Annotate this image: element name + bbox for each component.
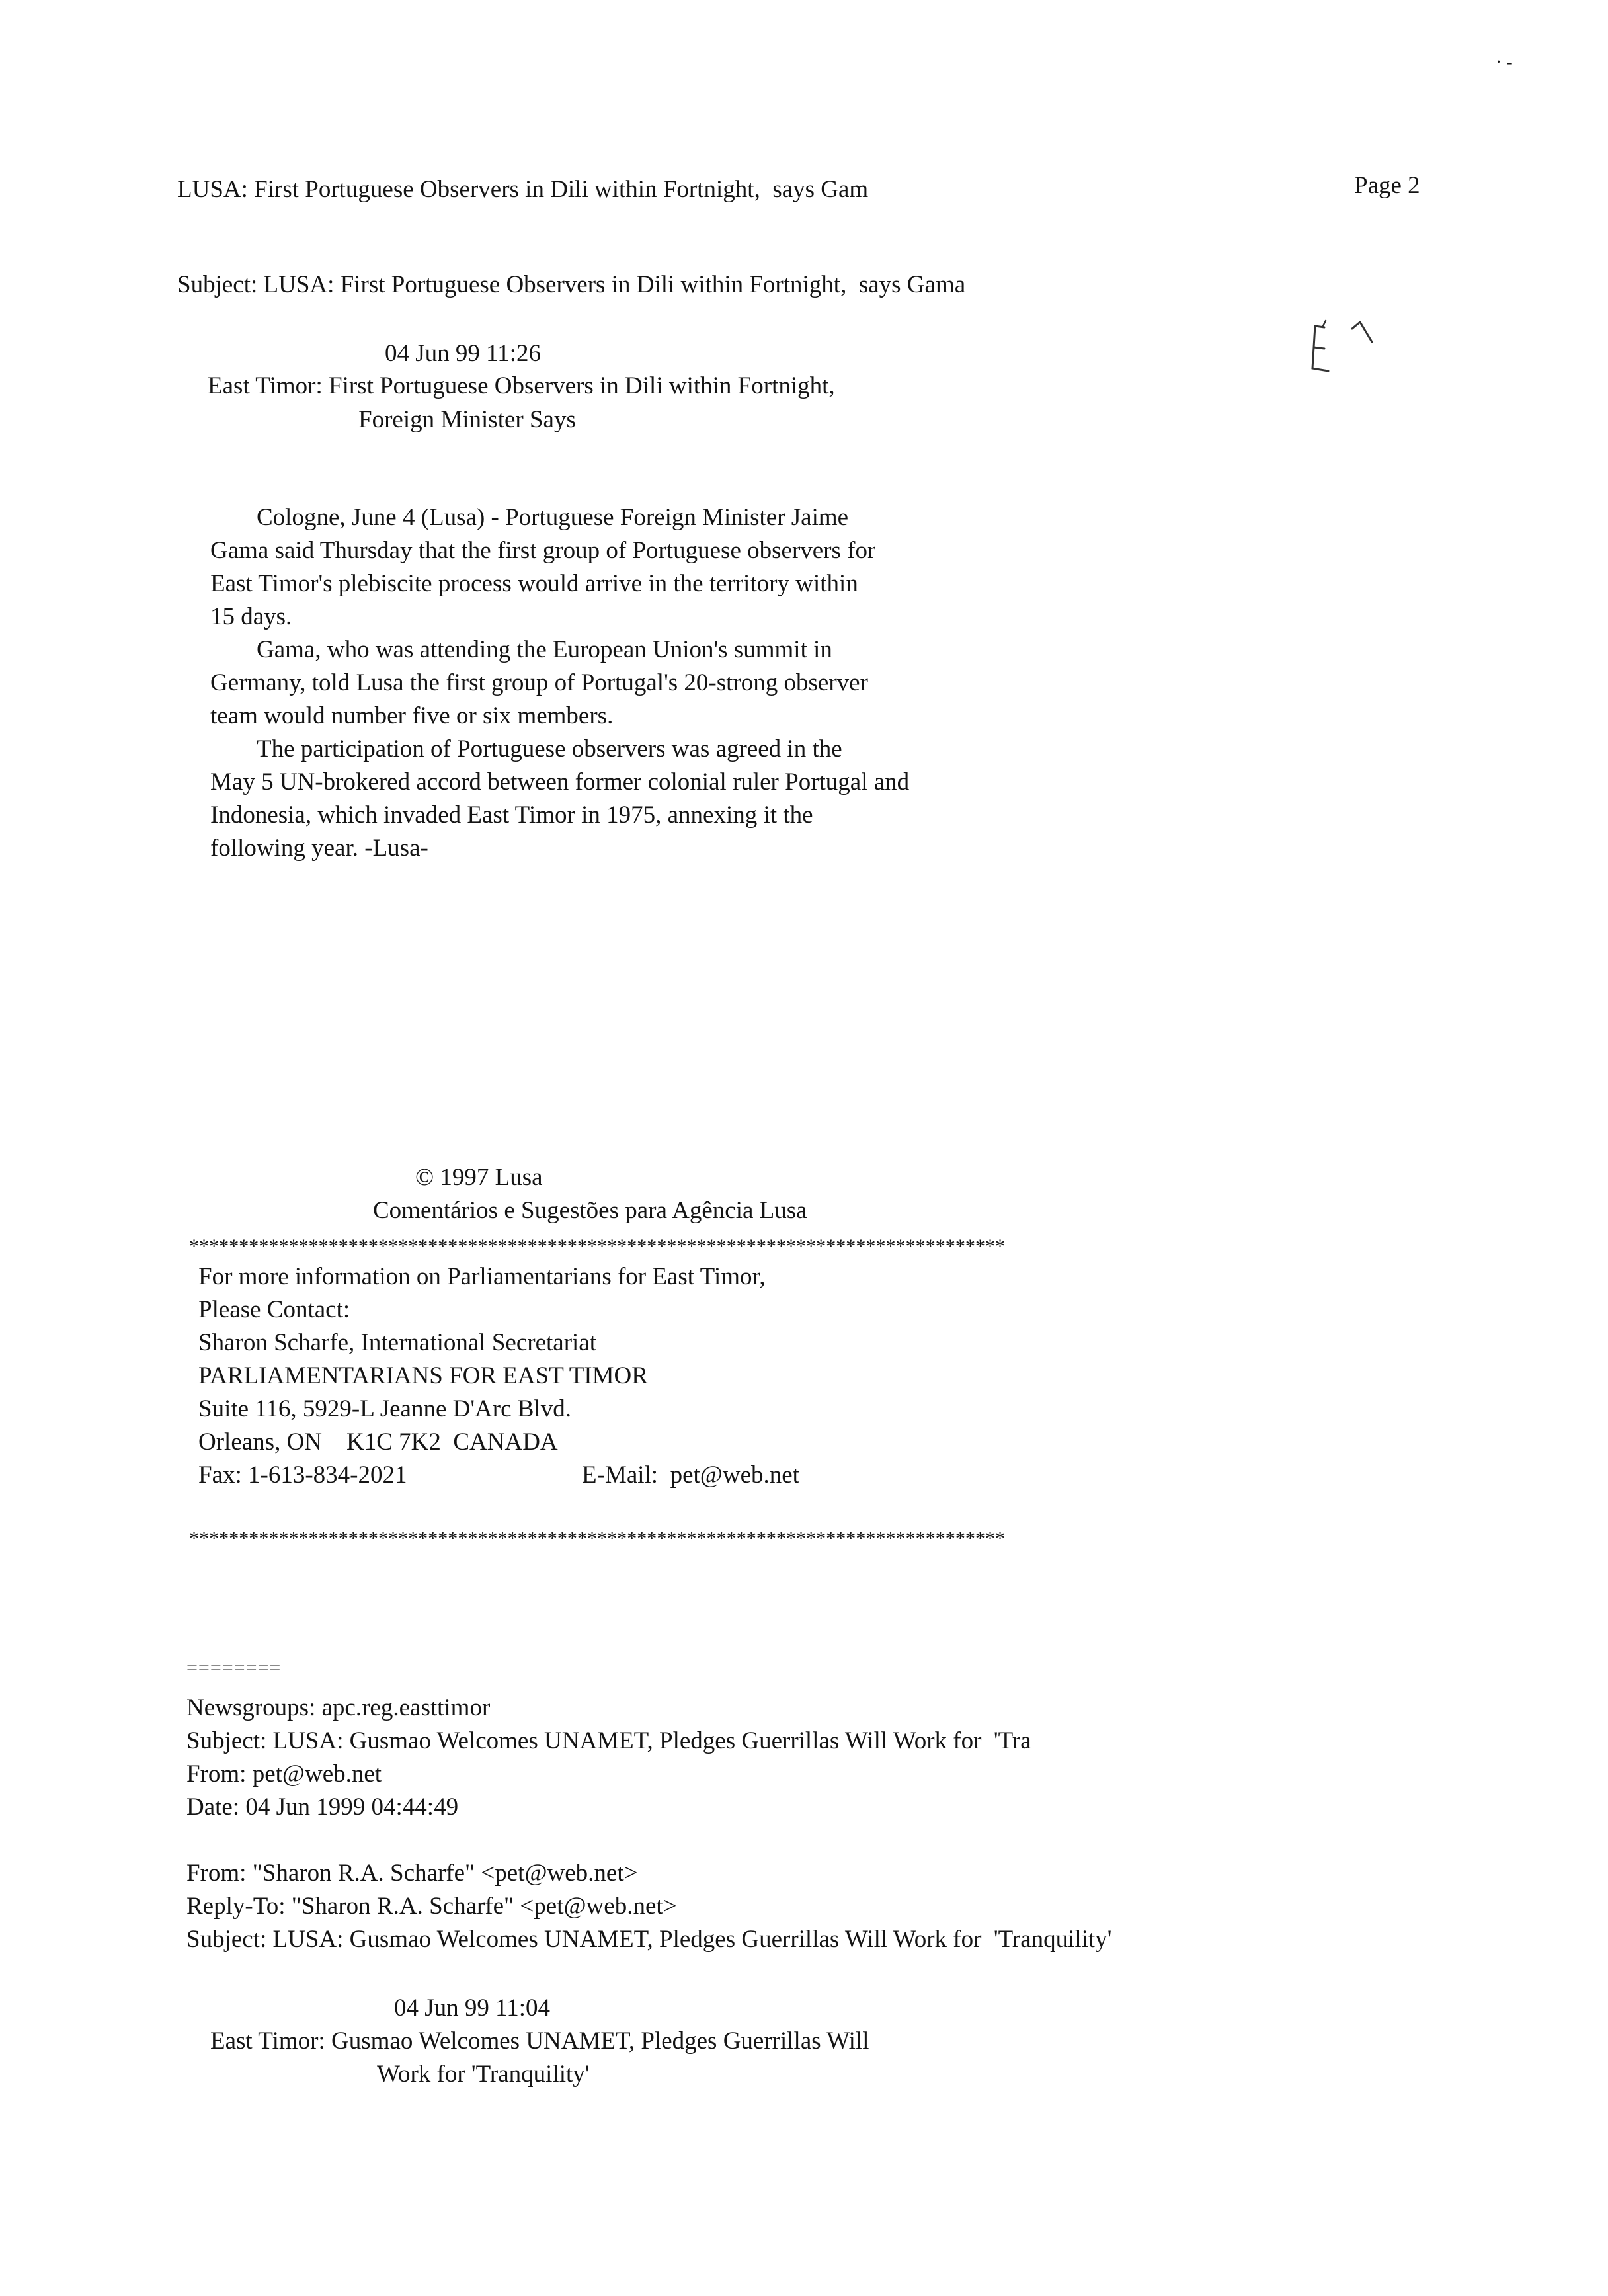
article1-body-line: The participation of Portuguese observers was agreed in the <box>257 735 842 762</box>
page-header-title: LUSA: First Portuguese Observers in Dili within Fortnight, says Gam <box>177 176 869 203</box>
article2-date-full: Date: 04 Jun 1999 04:44:49 <box>186 1793 459 1821</box>
article1-headline-line2: Foreign Minister Says <box>358 406 576 433</box>
article1-body-line: 15 days. <box>210 603 292 630</box>
article2-subject-short: Subject: LUSA: Gusmao Welcomes UNAMET, Pledges Guerrillas Will Work for 'Tra <box>186 1727 1031 1754</box>
contact-line: For more information on Parliamentarians for East Timor, <box>198 1263 766 1290</box>
article1-body-line: Gama said Thursday that the first group of Portuguese observers for <box>210 537 876 564</box>
separator-stars-bottom: ********************************************************************************** <box>189 1528 1006 1549</box>
article1-body-line: Indonesia, which invaded East Timor in 1975, annexing it the <box>210 801 813 829</box>
article2-newsgroups: Newsgroups: apc.reg.easttimor <box>186 1694 491 1721</box>
article2-headline-line2: Work for 'Tranquility' <box>377 2061 590 2088</box>
contact-line: PARLIAMENTARIANS FOR EAST TIMOR <box>198 1362 648 1389</box>
corner-mark: · - <box>1496 52 1513 73</box>
contact-line: Sharon Scharfe, International Secretariat <box>198 1329 597 1356</box>
contact-email: E-Mail: pet@web.net <box>582 1461 799 1489</box>
contact-line: Orleans, ON K1C 7K2 CANADA <box>198 1428 558 1456</box>
article1-body-line: East Timor's plebiscite process would arrive in the territory within <box>210 570 858 597</box>
copyright: © 1997 Lusa <box>415 1164 543 1191</box>
article2-date: 04 Jun 99 11:04 <box>394 1994 551 2022</box>
page-number: Page 2 <box>1354 172 1420 199</box>
article1-body-line: May 5 UN-brokered accord between former colonial ruler Portugal and <box>210 768 910 796</box>
separator-stars-top: ********************************************************************************** <box>189 1235 1006 1257</box>
article1-headline-line1: East Timor: First Portuguese Observers in Dili within Fortnight, <box>208 372 835 399</box>
article2-subject-full: Subject: LUSA: Gusmao Welcomes UNAMET, Pledges Guerrillas Will Work for 'Tranquility' <box>186 1926 1112 1953</box>
article1-body-line: Gama, who was attending the European Union's summit in <box>257 636 832 663</box>
article1-subject: Subject: LUSA: First Portuguese Observers in Dili within Fortnight, says Gama <box>177 271 966 298</box>
article2-from-short: From: pet@web.net <box>186 1760 382 1787</box>
article1-date: 04 Jun 99 11:26 <box>385 340 542 367</box>
contact-line: Please Contact: <box>198 1296 350 1323</box>
article2-from-full: From: "Sharon R.A. Scharfe" <pet@web.net> <box>186 1860 638 1887</box>
article2-reply-to: Reply-To: "Sharon R.A. Scharfe" <pet@web.net> <box>186 1893 677 1920</box>
article2-headline-line1: East Timor: Gusmao Welcomes UNAMET, Pledges Guerrillas Will <box>210 2028 869 2055</box>
article1-body-line: Cologne, June 4 (Lusa) - Portuguese Foreign Minister Jaime <box>257 504 849 531</box>
contact-line: Suite 116, 5929-L Jeanne D'Arc Blvd. <box>198 1395 571 1422</box>
feedback-line: Comentários e Sugestões para Agência Lusa <box>373 1197 807 1224</box>
separator-equals: ======== <box>186 1657 282 1679</box>
article1-body-line: Germany, told Lusa the first group of Portugal's 20-strong observer <box>210 669 868 696</box>
article1-body-line: team would number five or six members. <box>210 702 614 729</box>
article1-body-line: following year. -Lusa- <box>210 835 428 862</box>
contact-fax: Fax: 1-613-834-2021 <box>198 1461 407 1489</box>
handwritten-annotation-icon <box>1306 308 1385 380</box>
